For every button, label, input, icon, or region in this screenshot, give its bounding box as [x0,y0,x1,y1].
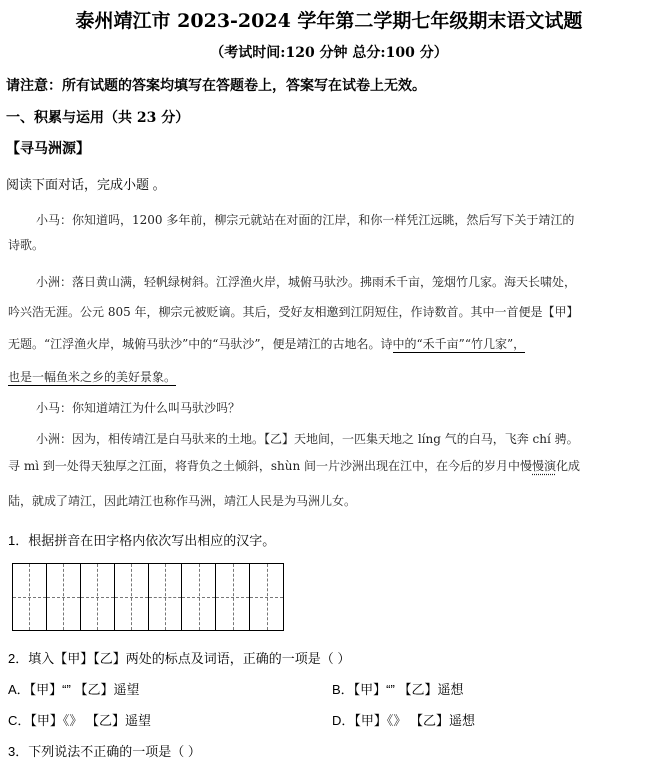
dialogue-line: 吟兴浩无涯。公元 805 年，柳宗元被贬谪。其后，受好友相邀到江阴短住，作诗数首。其中一首便是【甲】 [8,305,579,319]
option-d[interactable]: D．【甲】《》 【乙】遥想 [332,713,476,728]
option-c[interactable]: C．【甲】《》 【乙】遥望 [8,713,152,728]
question-1: 1．根据拼音在田字格内依次写出相应的汉字。 [8,533,276,548]
section-heading: 一、积累与运用（共 23 分） [6,110,190,126]
question-3: 3．下列说法不正确的一项是（ ） [8,744,201,759]
tianzige-cell[interactable] [13,564,47,630]
dialogue-line: 小马：你知道靖江为什么叫马驮沙吗？ [36,401,241,415]
dialogue-line: 陆，就成了靖江，因此靖江也称作马洲，靖江人民是为马洲儿女。 [8,494,357,508]
dialogue-line [8,368,176,385]
dialogue-text: 寻 mì 到一处得天独厚之江面，将背负之土倾斜，shùn 间一片沙洲出现在江中，在今后的岁月中慢 [8,459,533,473]
notice-text: 请注意：所有试题的答案均填写在答题卷上，答案写在试卷上无效。 [6,78,426,94]
tianzige-cell[interactable] [149,564,183,630]
block-title: 【寻马洲源】 [6,141,90,157]
reading-instruction: 阅读下面对话，完成小题 。 [6,177,166,192]
tianzige-cell[interactable] [47,564,81,630]
tianzige-cell[interactable] [216,564,250,630]
dotted-char: 慢 [532,459,545,473]
exam-subtitle: （考试时间:120 分钟 总分:100 分） [210,45,448,61]
dialogue-line [8,457,580,474]
tianzige-cell[interactable] [115,564,149,630]
exam-title: 泰州靖江市 2023-2024 学年第二学期七年级期末语文试题 [75,10,583,32]
tianzige-cell[interactable] [250,564,283,630]
underlined-text: 也是一幅鱼米之乡的美好景象。 [8,370,177,384]
tianzige-cell[interactable] [182,564,216,630]
dialogue-line: 小洲：落日黄山满，轻帆绿树斜。江浮渔火岸，城俯马驮沙。拂雨禾千亩，笼烟竹几家。海天长啸处， [36,275,577,289]
dialogue-text: 无题。“江浮渔火岸，城俯马驮沙”中的“马驮沙”，便是靖江的古地名。诗 [8,337,393,351]
option-a[interactable]: A．【甲】“” 【乙】遥望 [8,682,140,697]
dialogue-line: 小洲：因为，相传靖江是白马驮来的土地。【乙】天地间，一匹集天地之 líng 气的白马，飞奔 chí 骋。 [36,432,579,446]
tianzige-grid[interactable] [12,563,284,631]
dialogue-line: 小马：你知道吗，1200 多年前，柳宗元就站在对面的江岸，和你一样凭江远眺，然后写下关于靖江的 [36,213,575,227]
dotted-char: 演 [544,459,557,473]
tianzige-cell[interactable] [81,564,115,630]
underlined-text: 中的“禾千亩”“竹几家”， [392,337,526,351]
dialogue-line: 诗歌。 [8,238,45,252]
dialogue-text: 化成 [556,459,581,473]
option-b[interactable]: B．【甲】“” 【乙】遥想 [332,682,464,697]
question-2: 2．填入【甲】【乙】两处的标点及词语，正确的一项是（ ） [8,651,351,666]
dialogue-line [8,335,525,352]
